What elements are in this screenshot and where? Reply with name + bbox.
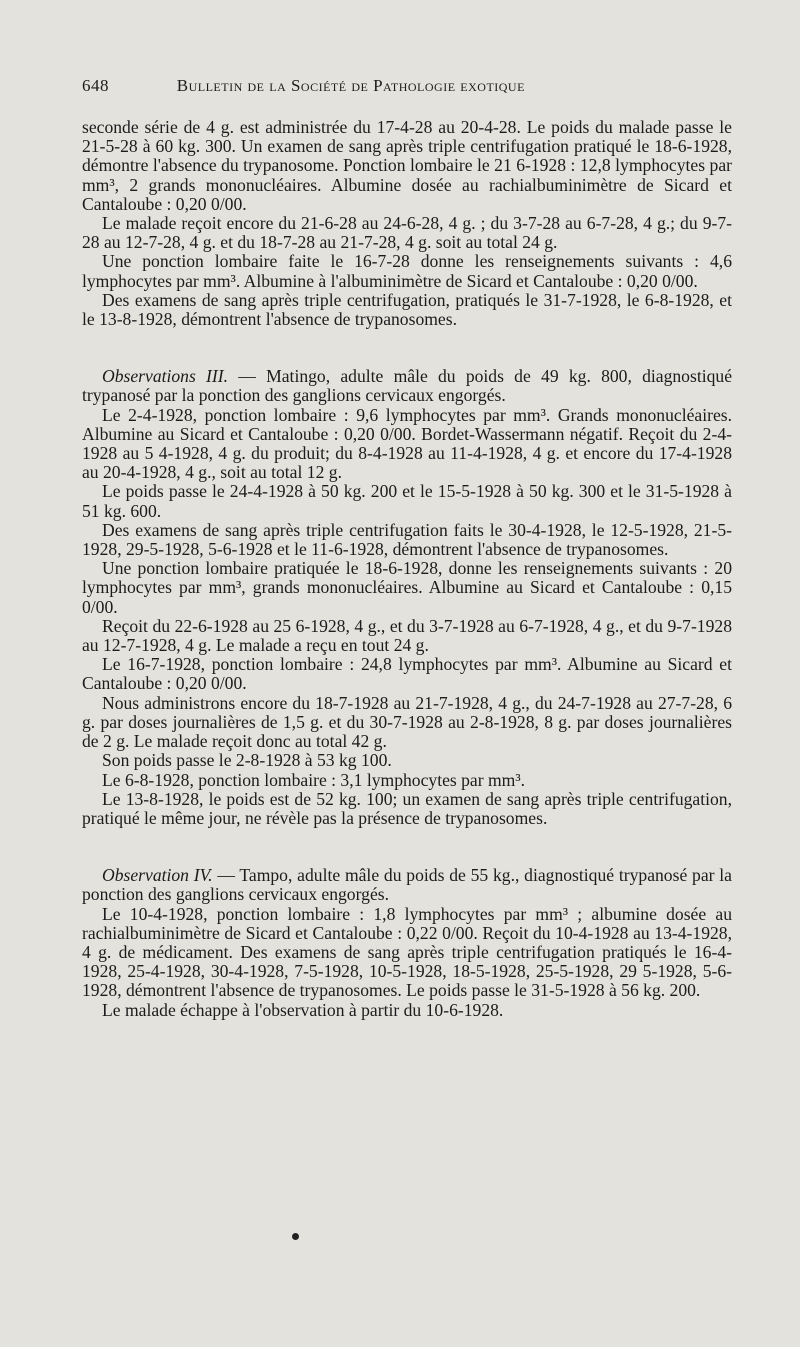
observation-4-intro-text: — Tampo, adulte mâle du poids de 55 kg., diagnostiqué trypanosé par la ponction des ganglions cervicaux engorgés. — [82, 865, 732, 905]
page-number: 648 — [82, 76, 109, 95]
observation-3-title: Observations III. — [102, 366, 229, 387]
paragraph: Une ponction lombaire faite le 16-7-28 donne les renseignements suivants : 4,6 lymphocytes par mm³. Albumine à l'albuminimètre de Sicard et Cantaloube : 0,20 0/00. — [82, 251, 732, 291]
paragraph: Le poids passe le 24-4-1928 à 50 kg. 200 et le 15-5-1928 à 50 kg. 300 et le 31-5-1928 à 51 kg. 600. — [82, 481, 732, 521]
article-body — [82, 118, 732, 1020]
paragraph: Des examens de sang après triple centrifugation, pratiqués le 31-7-1928, le 6-8-1928, et le 13-8-1928, démontrent l'absence de trypanosomes. — [82, 289, 732, 330]
paragraph: Le 13-8-1928, le poids est de 52 kg. 100; un examen de sang après triple centrifugation, pratiqué le même jour, ne révèle pas la présence de trypanosomes. — [82, 788, 732, 828]
paragraph: Le 16-7-1928, ponction lombaire : 24,8 lymphocytes par mm³. Albumine au Sicard et Cantaloube : 0,20 0/00. — [82, 654, 732, 694]
observation-4-intro — [82, 866, 732, 904]
ink-dot — [292, 1233, 299, 1240]
paragraph: Son poids passe le 2-8-1928 à 53 kg 100. — [102, 750, 392, 771]
journal-title: Bulletin de la Société de Pathologie exotique — [176, 76, 525, 95]
paragraph: seconde série de 4 g. est administrée du 17-4-28 au 20-4-28. Le poids du malade passe le 21-5-28 à 60 kg. 300. Un examen de sang après triple centrifugation pratiqué le 18-6-1928, démontre l'absence du trypanosome. Ponction lombaire le 21 6-1928 : 12,8 lymphocytes par mm³, 2 grands mononucléaires. Albumine dosée au rachialbuminimètre de Sicard et Cantaloube : 0,20 0/00. — [82, 117, 732, 214]
paragraph: Reçoit du 22-6-1928 au 25 6-1928, 4 g., et du 3-7-1928 au 6-7-1928, 4 g., et du 9-7-1928 au 12-7-1928, 4 g. Le malade a reçu en tout 24 g. — [82, 615, 732, 656]
page-header — [82, 76, 732, 96]
paragraph: Le malade reçoit encore du 21-6-28 au 24-6-28, 4 g. ; du 3-7-28 au 6-7-28, 4 g.; du 9-7-28 au 12-7-28, 4 g. et du 18-7-28 au 21-7-28, 4 g. soit au total 24 g. — [82, 213, 732, 253]
paragraph: Des examens de sang après triple centrifugation faits le 30-4-1928, le 12-5-1928, 21-5-1928, 29-5-1928, 5-6-1928 et le 11-6-1928, démontrent l'absence de trypanosomes. — [82, 519, 732, 560]
paragraph: Une ponction lombaire pratiquée le 18-6-1928, donne les renseignements suivants : 20 lymphocytes par mm³, grands mononucléaires. Albumine au Sicard et Cantaloube : 0,15 0/00. — [82, 558, 732, 617]
paragraph: Le 6-8-1928, ponction lombaire : 3,1 lymphocytes par mm³. — [102, 769, 526, 790]
observation-3-intro-text: — Matingo, adulte mâle du poids de 49 kg. 800, diagnostiqué trypanosé par la ponction des ganglions cervicaux engorgés. — [82, 366, 732, 406]
observation-4-title: Observation IV. — [102, 865, 213, 886]
paragraph: Nous administrons encore du 18-7-1928 au 21-7-1928, 4 g., du 24-7-1928 au 27-7-28, 6 g. par doses journalières de 1,5 g. et du 30-7-1928 au 2-8-1928, 8 g. par doses journalières de 2 g. Le malade reçoit donc au total 42 g. — [82, 692, 732, 752]
paragraph: Le 2-4-1928, ponction lombaire : 9,6 lymphocytes par mm³. Grands mononucléaires. Albumine au Sicard et Cantaloube : 0,20 0/00. Bordet-Wassermann négatif. Reçoit du 2-4-1928 au 5 4-1928, 4 g. du produit; du 8-4-1928 au 11-4-1928, 4 g. et encore du 17-4-1928 au 20-4-1928, 4 g., soit au total 12 g. — [82, 404, 732, 483]
observation-3-intro — [82, 367, 732, 405]
paragraph: Le malade échappe à l'observation à partir du 10-6-1928. — [102, 999, 504, 1020]
paragraph: Le 10-4-1928, ponction lombaire : 1,8 lymphocytes par mm³ ; albumine dosée au rachialbuminimètre de Sicard et Cantaloube : 0,22 0/00. Reçoit du 10-4-1928 au 13-4-1928, 4 g. de médicament. Des examens de sang après triple centrifugation pratiqués le 16-4-1928, 25-4-1928, 30-4-1928, 7-5-1928, 10-5-1928, 18-5-1928, 25-5-1928, 29 5-1928, 5-6-1928, démontrent l'absence de trypanosomes. Le poids passe le 31-5-1928 à 56 kg. 200. — [82, 903, 732, 1001]
